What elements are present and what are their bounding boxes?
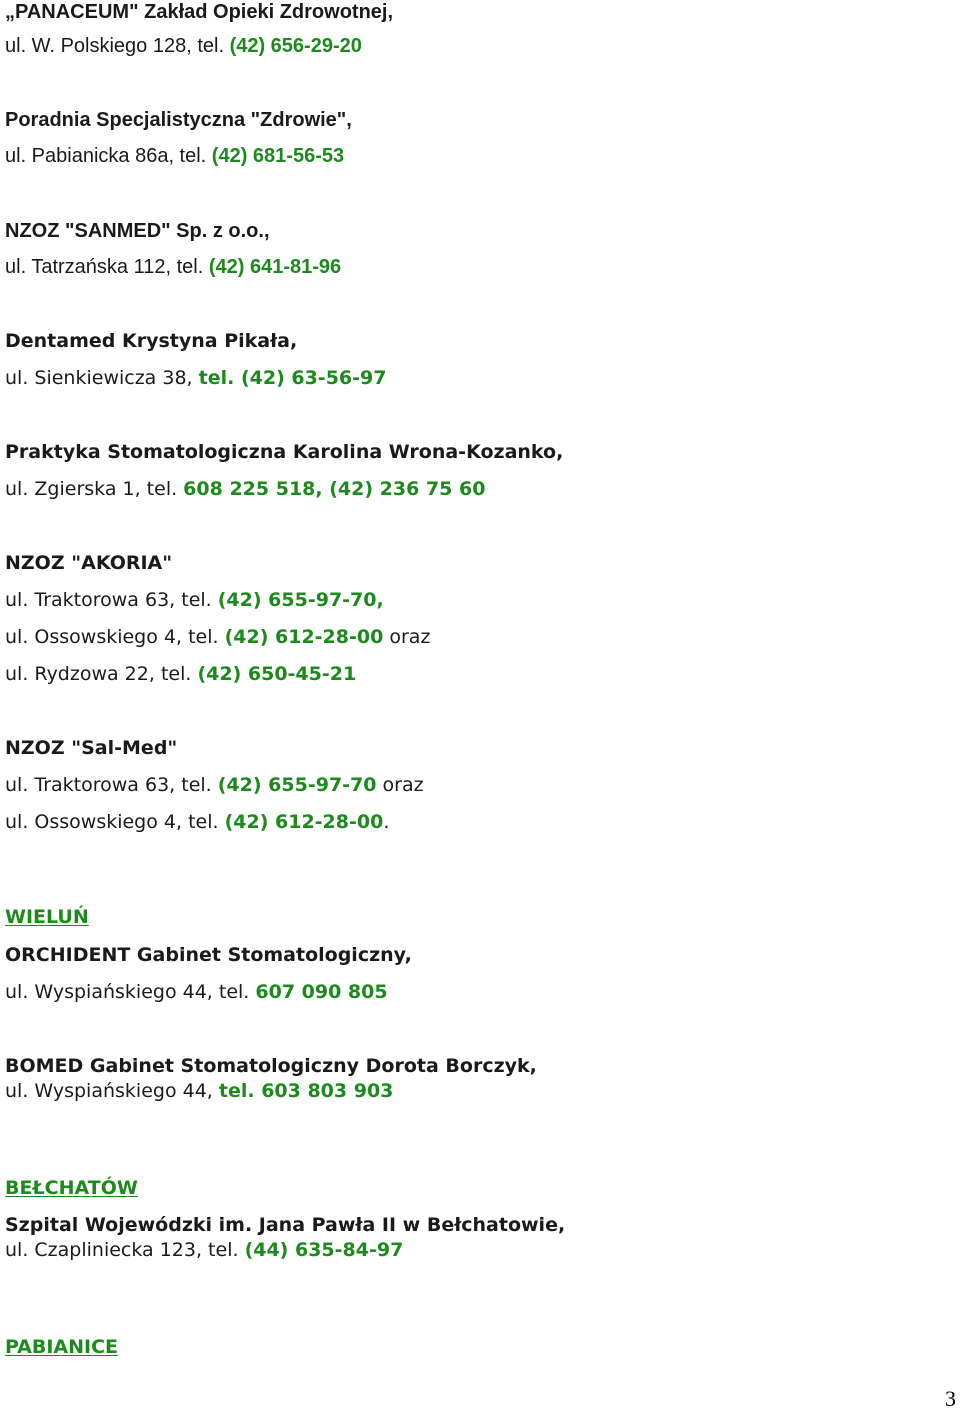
facility-address (5, 588, 384, 612)
facility-name: Praktyka Stomatologiczna Karolina Wrona-Kozanko, (5, 441, 564, 463)
phone-number: tel. 603 803 903 (218, 1080, 394, 1102)
phone-number: (42) 641-81-96 (208, 256, 342, 278)
facility-name: Poradnia Specjalistyczna "Zdrowie", (5, 109, 352, 131)
facility-address (5, 625, 430, 649)
address-text: ul. Zgierska 1, tel. (5, 478, 184, 500)
address-text: ul. Czapliniecka 123, tel. (5, 1239, 245, 1261)
facility-name: NZOZ "AKORIA" (5, 552, 173, 574)
phone-number: (42) 650-45-21 (197, 663, 357, 685)
address-text: ul. Traktorowa 63, tel. (5, 589, 218, 611)
facility-name: NZOZ "Sal-Med" (5, 737, 178, 759)
facility-address (5, 34, 362, 58)
address-text: ul. Pabianicka 86a, tel. (5, 145, 212, 167)
address-text: ul. Wyspiańskiego 44, (5, 1080, 219, 1102)
address-text: ul. Wyspiańskiego 44, tel. (5, 981, 256, 1003)
city-heading-pabianice: PABIANICE (5, 1336, 119, 1358)
address-tail: . (383, 811, 390, 833)
phone-number: (42) 655-97-70 (217, 774, 377, 796)
phone-number: 607 090 805 (255, 981, 388, 1003)
facility-name: Dentamed Krystyna Pikała, (5, 330, 298, 352)
facility-address (5, 1079, 393, 1103)
address-text: ul. Sienkiewicza 38, (5, 367, 199, 389)
phone-number: (42) 612-28-00 (224, 626, 384, 648)
facility-address (5, 366, 386, 390)
facility-name: Szpital Wojewódzki im. Jana Pawła II w Bełchatowie, (5, 1214, 566, 1236)
phone-number: 608 225 518, (42) 236 75 60 (183, 478, 486, 500)
address-text: ul. Traktorowa 63, tel. (5, 774, 218, 796)
facility-name: ORCHIDENT Gabinet Stomatologiczny, (5, 944, 412, 966)
phone-number: (42) 681-56-53 (211, 145, 345, 167)
phone-number: (44) 635-84-97 (244, 1239, 404, 1261)
facility-name: BOMED Gabinet Stomatologiczny Dorota Borczyk, (5, 1055, 537, 1077)
phone-number: (42) 656-29-20 (229, 35, 362, 57)
city-heading-wielun: WIELUŃ (5, 906, 89, 928)
facility-address (5, 773, 424, 797)
page-number: 3 (945, 1386, 956, 1411)
phone-number: (42) 655-97-70, (217, 589, 384, 611)
phone-number: tel. (42) 63-56-97 (198, 367, 387, 389)
facility-address (5, 980, 388, 1004)
facility-address (5, 255, 341, 279)
facility-address (5, 477, 485, 501)
phone-number: (42) 612-28-00 (224, 811, 384, 833)
address-text: ul. Ossowskiego 4, tel. (5, 811, 225, 833)
address-tail: oraz (383, 626, 431, 648)
address-tail: oraz (376, 774, 424, 796)
facility-address (5, 144, 344, 168)
city-heading-belchatow: BEŁCHATÓW (5, 1177, 138, 1199)
facility-name: „PANACEUM" Zakład Opieki Zdrowotnej, (5, 1, 394, 23)
address-text: ul. Rydzowa 22, tel. (5, 663, 198, 685)
facility-address (5, 1238, 403, 1262)
address-text: ul. Ossowskiego 4, tel. (5, 626, 225, 648)
address-text: ul. W. Polskiego 128, tel. (5, 35, 230, 57)
address-text: ul. Tatrzańska 112, tel. (5, 256, 209, 278)
facility-address (5, 810, 389, 834)
facility-name: NZOZ "SANMED" Sp. z o.o., (5, 220, 270, 242)
facility-address (5, 662, 356, 686)
